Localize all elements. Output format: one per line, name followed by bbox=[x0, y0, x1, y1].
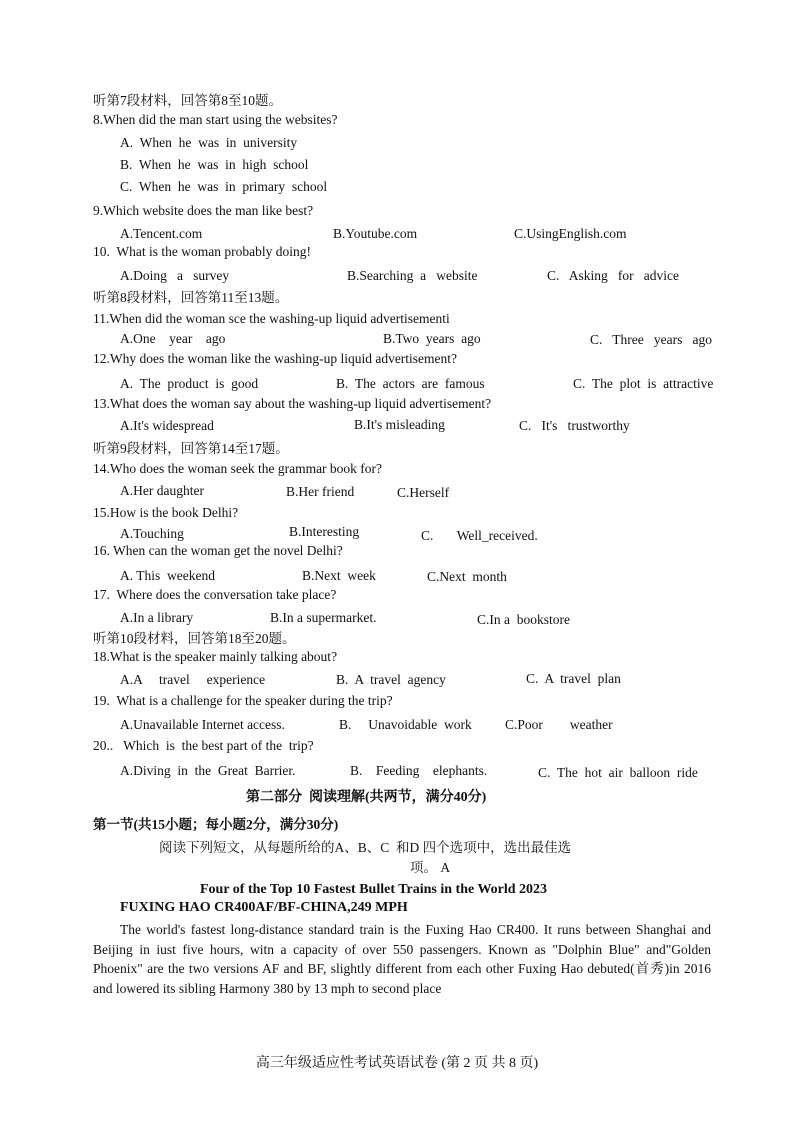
q17-option-b: B.In a supermarket. bbox=[270, 610, 377, 625]
q14-option-a: A.Her daughter bbox=[120, 483, 204, 498]
q15-option-a: A.Touching bbox=[120, 526, 184, 541]
page-footer: 高三年级适应性考试英语试卷 (第 2 页 共 8 页) bbox=[255, 1056, 539, 1071]
section-10-header: 听第10段材料，回答第18至20题。 bbox=[93, 631, 296, 646]
q19-option-b: B. Unavoidable work bbox=[339, 717, 472, 732]
q16-option-a: A. This weekend bbox=[120, 568, 215, 583]
q16-option-c: C.Next month bbox=[427, 569, 507, 584]
question-9: 9.Which website does the man like best? bbox=[93, 203, 314, 218]
instructions-line-2: 项。 A bbox=[410, 860, 451, 875]
question-16: 16. When can the woman get the novel Delhi? bbox=[93, 543, 343, 558]
q15-option-b: B.Interesting bbox=[289, 524, 360, 539]
question-12: 12.Why does the woman like the washing-up liquid advertisement? bbox=[93, 351, 458, 366]
q13-option-b: B.It's misleading bbox=[354, 417, 445, 432]
q13-option-a: A.It's widespread bbox=[120, 418, 214, 433]
q8-option-c: C. When he was in primary school bbox=[120, 179, 328, 194]
q10-option-a: A.Doing a survey bbox=[120, 268, 230, 283]
instructions-line-1: 阅读下列短文，从每题所给的A、B、C 和D 四个选项中，选出最佳选 bbox=[159, 840, 572, 855]
q18-option-c: C. A travel plan bbox=[526, 671, 621, 686]
q17-option-a: A.In a library bbox=[120, 610, 194, 625]
q14-option-c: C.Herself bbox=[397, 485, 450, 500]
article-paragraph: The world's fastest long-distance standard train is the Fuxing Hao CR400. It runs between Shanghai and Beijing in iust five hours, witn a capacity of over 550 passengers. Known as "Dolphin Blue" and"Golden Phoenix" are the two versions AF and BF, slightly different from each other Fuxing Hao debuted(首秀)in 2016 and lowered its sibling Harmony 380 by 13 mph to second place bbox=[93, 922, 711, 996]
question-13: 13.What does the woman say about the washing-up liquid advertisement? bbox=[93, 396, 492, 411]
q9-option-c: C.UsingEnglish.com bbox=[514, 226, 627, 241]
q17-option-c: C.In a bookstore bbox=[477, 612, 570, 627]
q10-option-b: B.Searching a website bbox=[347, 268, 478, 283]
q12-option-c: C. The plot is attractive bbox=[573, 376, 714, 391]
q11-option-b: B.Two years ago bbox=[383, 331, 481, 346]
q11-option-c: C. Three years ago bbox=[590, 332, 712, 347]
q20-option-a: A.Diving in the Great Barrier. bbox=[120, 763, 296, 778]
q13-option-c: C. It's trustworthy bbox=[519, 418, 630, 433]
q12-option-a: A. The product is good bbox=[120, 376, 259, 391]
q19-option-a: A.Unavailable Internet access. bbox=[120, 717, 285, 732]
q8-option-a: A. When he was in university bbox=[120, 135, 298, 150]
q20-option-c: C. The hot air balloon ride bbox=[538, 765, 698, 780]
q15-option-c: C. Well_received. bbox=[421, 528, 538, 543]
question-11: 11.When did the woman sce the washing-up liquid advertisementi bbox=[93, 311, 450, 326]
q11-option-a: A.One year ago bbox=[120, 331, 226, 346]
q19-option-c: C.Poor weather bbox=[505, 717, 613, 732]
q18-option-b: B. A travel agency bbox=[336, 672, 446, 687]
q20-option-b: B. Feeding elephants. bbox=[350, 763, 488, 778]
question-19: 19. What is a challenge for the speaker during the trip? bbox=[93, 693, 393, 708]
part-two-heading: 第二部分 阅读理解(共两节，满分40分) bbox=[246, 790, 487, 805]
question-8: 8.When did the man start using the websites? bbox=[93, 112, 338, 127]
q18-option-a: A.A travel experience bbox=[120, 672, 266, 687]
q9-option-a: A.Tencent.com bbox=[120, 226, 203, 241]
question-20: 20.. Which is the best part of the trip? bbox=[93, 738, 314, 753]
section-9-header: 听第9段材料，回答第14至17题。 bbox=[93, 441, 289, 456]
q10-option-c: C. Asking for advice bbox=[547, 268, 679, 283]
question-18: 18.What is the speaker mainly talking about? bbox=[93, 649, 338, 664]
question-14: 14.Who does the woman seek the grammar book for? bbox=[93, 461, 383, 476]
q16-option-b: B.Next week bbox=[302, 568, 376, 583]
section-8-header: 听第8段材料，回答第11至13题。 bbox=[93, 290, 289, 305]
q9-option-b: B.Youtube.com bbox=[333, 226, 418, 241]
article-subheading: FUXING HAO CR400AF/BF-CHINA,249 MPH bbox=[120, 900, 408, 915]
q8-option-b: B. When he was in high school bbox=[120, 157, 309, 172]
section-7-header: 听第7段材料，回答第8至10题。 bbox=[93, 93, 282, 108]
section-one-heading: 第一节(共15小题；每小题2分，满分30分) bbox=[93, 817, 339, 832]
article-title: Four of the Top 10 Fastest Bullet Trains in the World 2023 bbox=[200, 882, 548, 897]
q12-option-b: B. The actors are famous bbox=[336, 376, 485, 391]
q14-option-b: B.Her friend bbox=[286, 484, 355, 499]
question-15: 15.How is the book Delhi? bbox=[93, 505, 239, 520]
question-10: 10. What is the woman probably doing! bbox=[93, 244, 311, 259]
question-17: 17. Where does the conversation take place? bbox=[93, 587, 337, 602]
